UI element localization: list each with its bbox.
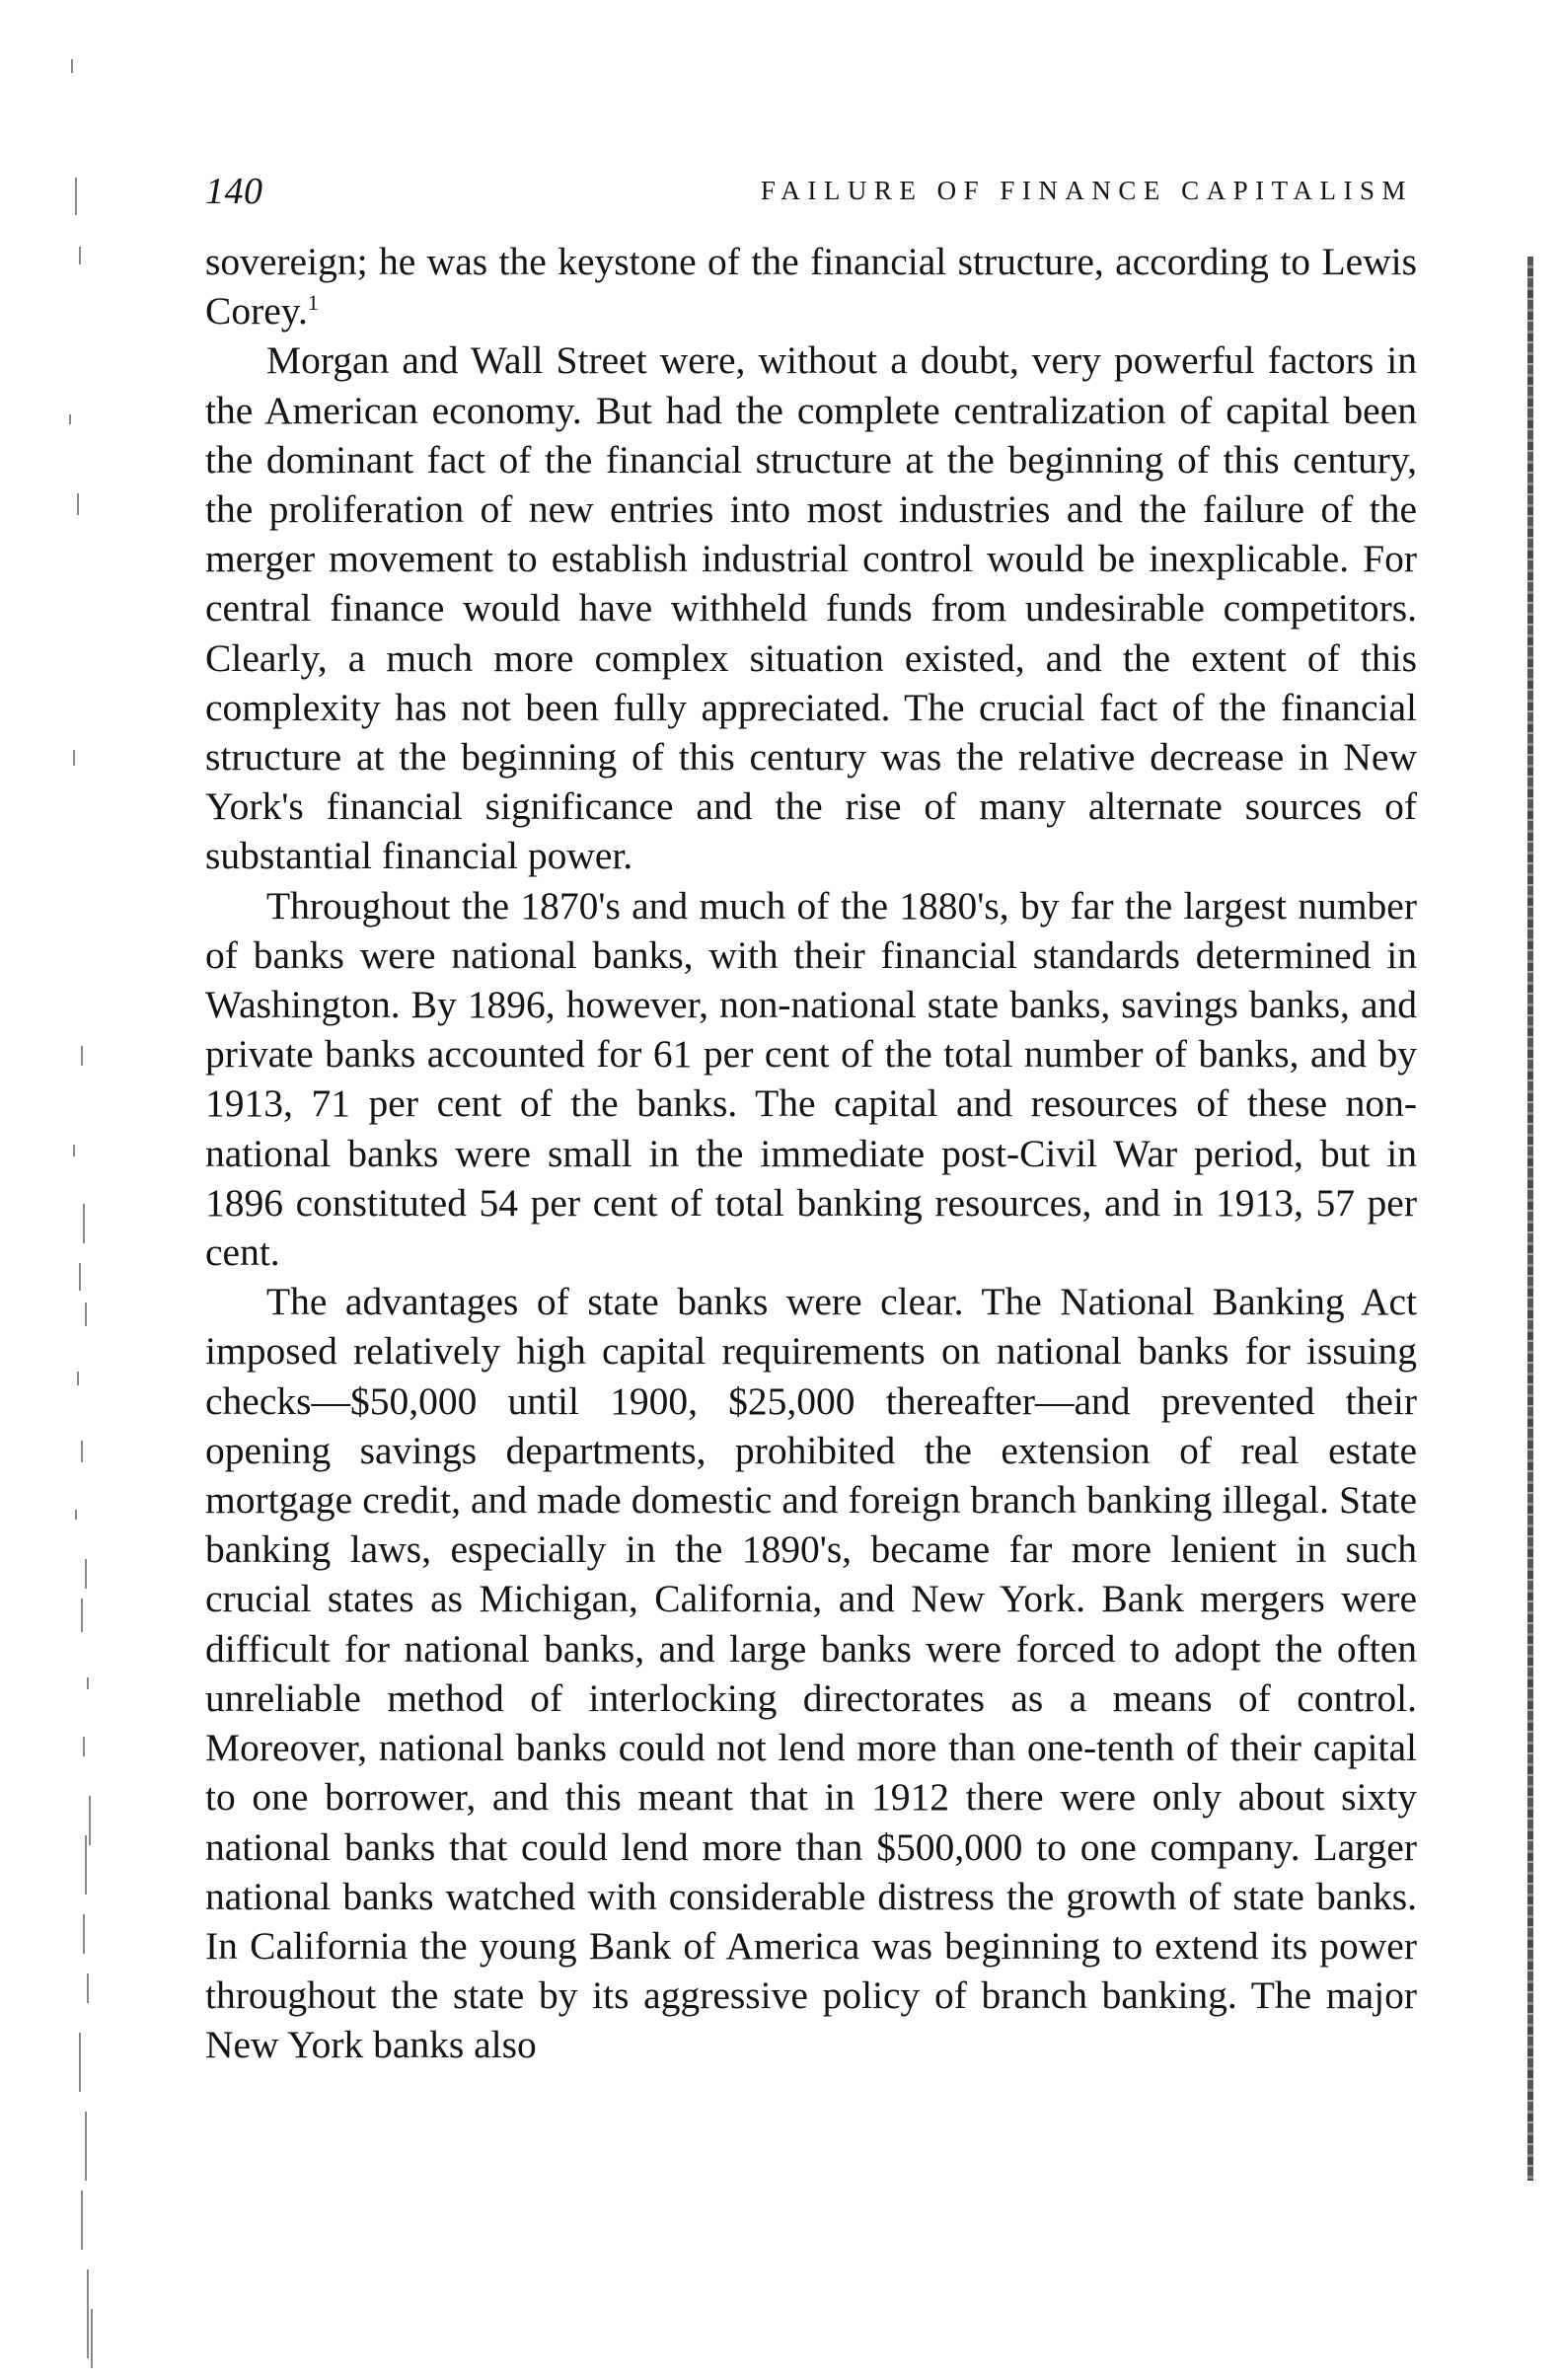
paragraph-text: sovereign; he was the keystone of the financial structure, according to Lewis Corey. (205, 240, 1417, 334)
running-head (205, 170, 1413, 219)
paragraph: The advantages of state banks were clear. The National Banking Act imposed relatively high capital requirements on national banks for issuing checks—$50,000 until 1900, $25,000 thereafter—and prevented their opening savings departments, prohibited the extension of real estate mortgage credit, and made domestic and foreign branch banking illegal. State banking laws, especially in the 1890's, became far more lenient in such crucial states as Michigan, California, and New York. Bank mergers were difficult for national banks, and large banks were forced to adopt the often unreliable method of interlocking directorates as a means of control. Moreover, national banks could not lend more than one-tenth of their capital to one borrower, and this meant that in 1912 there were only about sixty national banks that could lend more than $500,000 to one company. Larger national banks watched with considerable distress the growth of state banks. In California the young Bank of America was beginning to extend its power throughout the state by its aggressive policy of branch banking. The major New York banks also (205, 1280, 1417, 2067)
running-title: FAILURE OF FINANCE CAPITALISM (760, 176, 1413, 205)
binding-edge-specks (59, 59, 99, 2368)
paragraph: Morgan and Wall Street were, without a doubt, very powerful factors in the American economy. But had the complete centralization of capital been the dominant fact of the financial structure at the beginning of this century, the proliferation of new entries into most industries and the failure of the merger movement to establish industrial control would be inexplicable. For central finance would have withheld funds from undesirable competitors. Clearly, a much more complex situation existed, and the extent of this complexity has not been fully appreciated. The crucial fact of the financial structure at the beginning of this century was the relative decrease in New York's financial significance and the rise of many alternate sources of substantial financial power. (205, 338, 1417, 878)
scan-edge-shadow (1527, 257, 1533, 2181)
footnote-reference: 1 (307, 290, 319, 316)
body-text (205, 237, 1417, 2070)
page-number: 140 (205, 171, 263, 212)
paragraph (205, 237, 1417, 335)
paragraph: Throughout the 1870's and much of the 1880's, by far the largest number of banks were national banks, with their financial standards determined in Washington. By 1896, however, non-national state banks, savings banks, and private banks accounted for 61 per cent of the total number of banks, and by 1913, 71 per cent of the banks. The capital and resources of these non-national banks were small in the immediate post-Civil War period, but in 1896 constituted 54 per cent of total banking resources, and in 1913, 57 per cent. (205, 883, 1417, 1275)
